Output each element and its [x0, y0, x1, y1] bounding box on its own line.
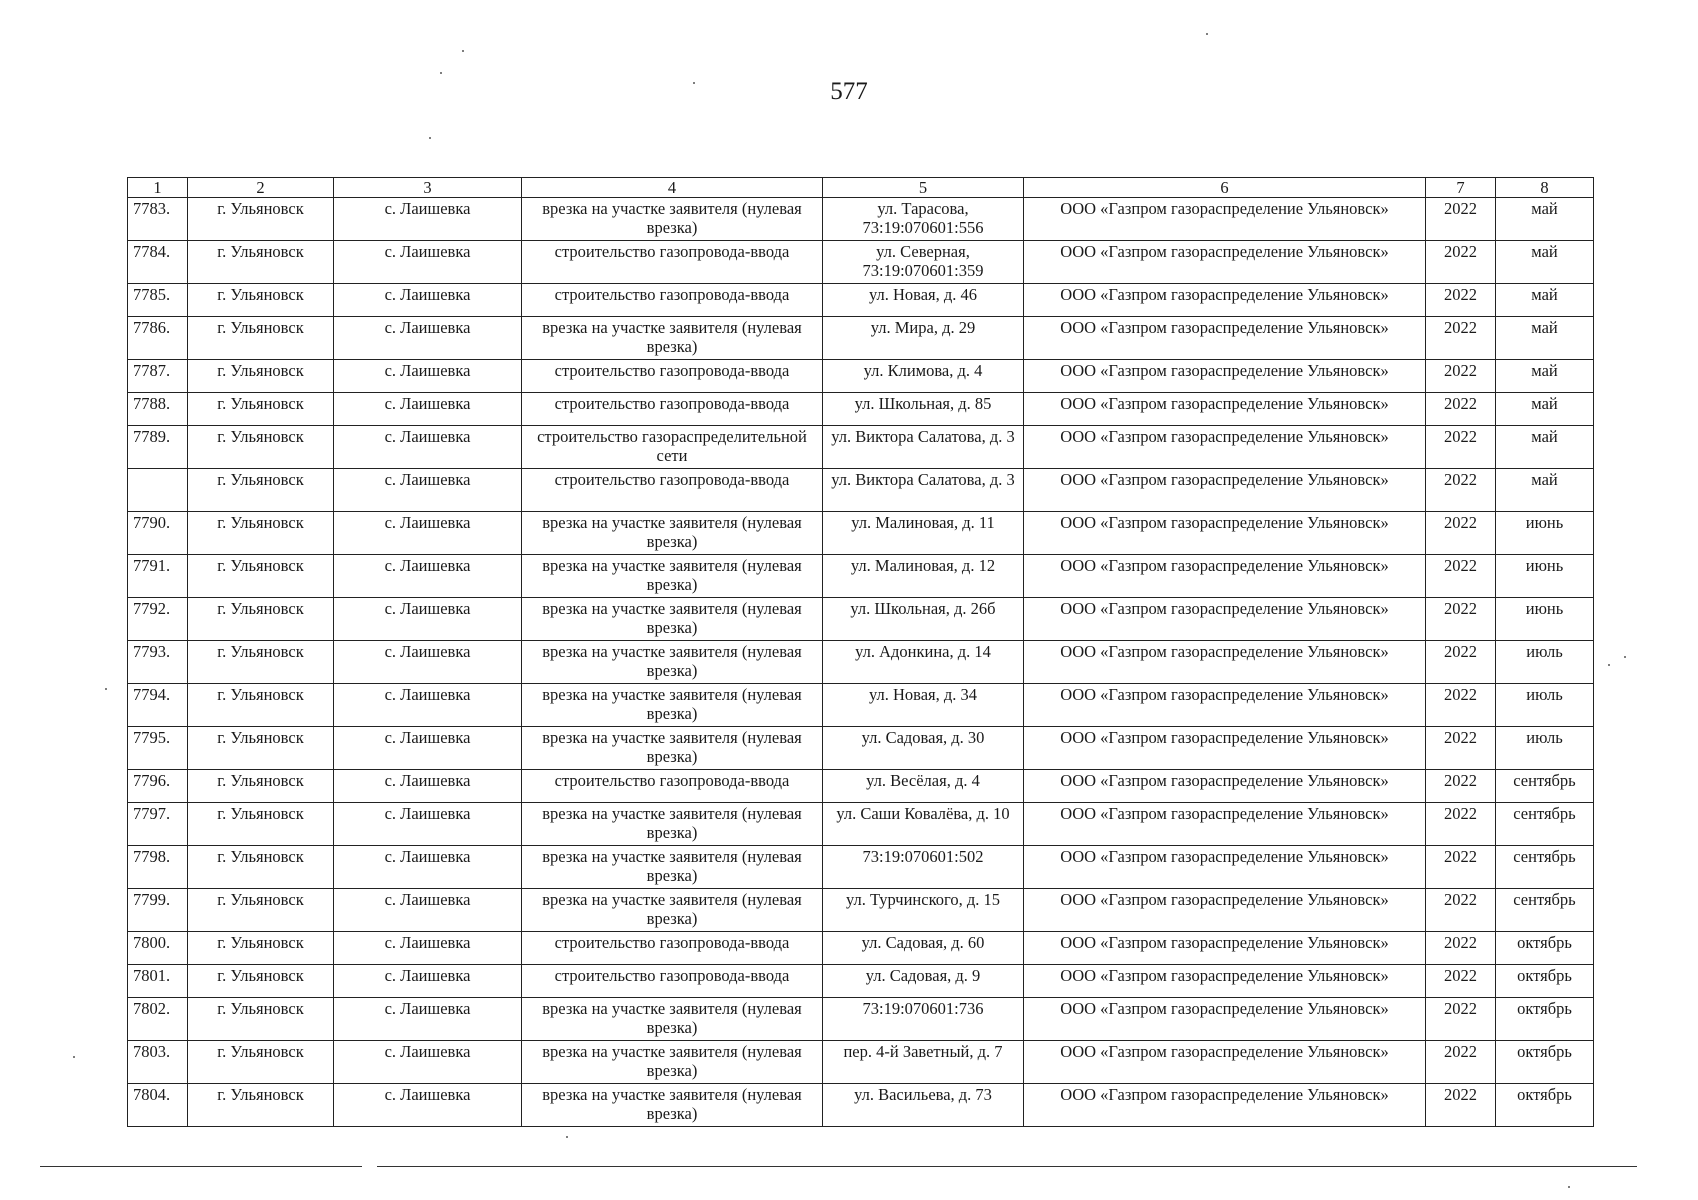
header-col-1: 1 [128, 178, 188, 198]
row-number: 7788. [128, 393, 188, 426]
work-type-cell: строительство газопровода-ввода [522, 932, 823, 965]
address-cell: ул. Климова, д. 4 [823, 360, 1024, 393]
address-cell: ул. Садовая, д. 30 [823, 727, 1024, 770]
row-number: 7784. [128, 241, 188, 284]
work-type-cell: строительство газопровода-ввода [522, 360, 823, 393]
village-cell: с. Лаишевка [334, 998, 522, 1041]
year-cell: 2022 [1426, 393, 1496, 426]
month-cell: сентябрь [1496, 803, 1594, 846]
address-cell: ул. Школьная, д. 26б [823, 598, 1024, 641]
city-cell: г. Ульяновск [188, 426, 334, 469]
organization-cell: ООО «Газпром газораспределение Ульяновск» [1024, 727, 1426, 770]
city-cell: г. Ульяновск [188, 512, 334, 555]
city-cell: г. Ульяновск [188, 284, 334, 317]
work-type-cell: строительство газораспределительной сети [522, 426, 823, 469]
city-cell: г. Ульяновск [188, 1041, 334, 1084]
month-cell: июль [1496, 727, 1594, 770]
city-cell: г. Ульяновск [188, 846, 334, 889]
village-cell: с. Лаишевка [334, 598, 522, 641]
village-cell: с. Лаишевка [334, 555, 522, 598]
row-number: 7795. [128, 727, 188, 770]
year-cell: 2022 [1426, 803, 1496, 846]
address-cell: ул. Весёлая, д. 4 [823, 770, 1024, 803]
month-cell: октябрь [1496, 965, 1594, 998]
scan-speck [1206, 33, 1208, 35]
scan-speck [440, 72, 442, 74]
table-row [128, 241, 1594, 284]
row-number: 7783. [128, 198, 188, 241]
organization-cell: ООО «Газпром газораспределение Ульяновск» [1024, 241, 1426, 284]
year-cell: 2022 [1426, 284, 1496, 317]
header-col-4: 4 [522, 178, 823, 198]
row-number: 7797. [128, 803, 188, 846]
village-cell: с. Лаишевка [334, 198, 522, 241]
city-cell: г. Ульяновск [188, 555, 334, 598]
address-cell: 73:19:070601:502 [823, 846, 1024, 889]
month-cell: сентябрь [1496, 846, 1594, 889]
work-type-cell: врезка на участке заявителя (нулевая врезка) [522, 641, 823, 684]
city-cell: г. Ульяновск [188, 932, 334, 965]
work-type-cell: врезка на участке заявителя (нулевая врезка) [522, 198, 823, 241]
table-row [128, 641, 1594, 684]
gasification-table [127, 177, 1594, 1127]
month-cell: июль [1496, 641, 1594, 684]
month-cell: май [1496, 284, 1594, 317]
scan-speck [1624, 656, 1626, 658]
work-type-cell: строительство газопровода-ввода [522, 393, 823, 426]
header-row [128, 178, 1594, 198]
row-number: 7785. [128, 284, 188, 317]
organization-cell: ООО «Газпром газораспределение Ульяновск» [1024, 598, 1426, 641]
row-number: 7796. [128, 770, 188, 803]
year-cell: 2022 [1426, 241, 1496, 284]
month-cell: май [1496, 426, 1594, 469]
footer-rule-left [40, 1166, 362, 1167]
work-type-cell: строительство газопровода-ввода [522, 965, 823, 998]
row-number: 7804. [128, 1084, 188, 1127]
organization-cell: ООО «Газпром газораспределение Ульяновск» [1024, 426, 1426, 469]
organization-cell: ООО «Газпром газораспределение Ульяновск» [1024, 998, 1426, 1041]
village-cell: с. Лаишевка [334, 770, 522, 803]
table-row [128, 317, 1594, 360]
address-cell: ул. Новая, д. 34 [823, 684, 1024, 727]
work-type-cell: врезка на участке заявителя (нулевая врезка) [522, 598, 823, 641]
village-cell: с. Лаишевка [334, 360, 522, 393]
work-type-cell: строительство газопровода-ввода [522, 284, 823, 317]
row-number: 7799. [128, 889, 188, 932]
organization-cell: ООО «Газпром газораспределение Ульяновск» [1024, 846, 1426, 889]
work-type-cell: врезка на участке заявителя (нулевая врезка) [522, 512, 823, 555]
year-cell: 2022 [1426, 512, 1496, 555]
work-type-cell: врезка на участке заявителя (нулевая врезка) [522, 684, 823, 727]
year-cell: 2022 [1426, 846, 1496, 889]
city-cell: г. Ульяновск [188, 360, 334, 393]
village-cell: с. Лаишевка [334, 1084, 522, 1127]
village-cell: с. Лаишевка [334, 932, 522, 965]
scan-speck [105, 688, 107, 690]
month-cell: июнь [1496, 555, 1594, 598]
city-cell: г. Ульяновск [188, 803, 334, 846]
row-number: 7791. [128, 555, 188, 598]
village-cell: с. Лаишевка [334, 965, 522, 998]
city-cell: г. Ульяновск [188, 317, 334, 360]
address-cell: ул. Малиновая, д. 12 [823, 555, 1024, 598]
address-cell: ул. Мира, д. 29 [823, 317, 1024, 360]
organization-cell: ООО «Газпром газораспределение Ульяновск» [1024, 1041, 1426, 1084]
year-cell: 2022 [1426, 360, 1496, 393]
table-row [128, 965, 1594, 998]
work-type-cell: врезка на участке заявителя (нулевая врезка) [522, 889, 823, 932]
year-cell: 2022 [1426, 770, 1496, 803]
work-type-cell: врезка на участке заявителя (нулевая врезка) [522, 998, 823, 1041]
organization-cell: ООО «Газпром газораспределение Ульяновск» [1024, 641, 1426, 684]
year-cell: 2022 [1426, 469, 1496, 512]
scan-speck [429, 137, 431, 139]
year-cell: 2022 [1426, 727, 1496, 770]
table-row [128, 393, 1594, 426]
address-cell: ул. Тарасова, 73:19:070601:556 [823, 198, 1024, 241]
table-row [128, 770, 1594, 803]
city-cell: г. Ульяновск [188, 393, 334, 426]
year-cell: 2022 [1426, 965, 1496, 998]
year-cell: 2022 [1426, 998, 1496, 1041]
year-cell: 2022 [1426, 932, 1496, 965]
village-cell: с. Лаишевка [334, 1041, 522, 1084]
table-row [128, 360, 1594, 393]
village-cell: с. Лаишевка [334, 889, 522, 932]
address-cell: пер. 4-й Заветный, д. 7 [823, 1041, 1024, 1084]
scan-speck [693, 82, 695, 84]
row-number: 7789. [128, 426, 188, 469]
row-number: 7803. [128, 1041, 188, 1084]
year-cell: 2022 [1426, 317, 1496, 360]
table-row [128, 684, 1594, 727]
address-cell: ул. Виктора Салатова, д. 3 [823, 469, 1024, 512]
month-cell: июнь [1496, 512, 1594, 555]
header-col-6: 6 [1024, 178, 1426, 198]
month-cell: октябрь [1496, 1084, 1594, 1127]
address-cell: ул. Саши Ковалёва, д. 10 [823, 803, 1024, 846]
work-type-cell: врезка на участке заявителя (нулевая врезка) [522, 555, 823, 598]
row-number: 7798. [128, 846, 188, 889]
table-row [128, 469, 1594, 512]
month-cell: май [1496, 241, 1594, 284]
table-row [128, 932, 1594, 965]
table-row [128, 1041, 1594, 1084]
work-type-cell: врезка на участке заявителя (нулевая врезка) [522, 846, 823, 889]
year-cell: 2022 [1426, 598, 1496, 641]
address-cell: ул. Малиновая, д. 11 [823, 512, 1024, 555]
scan-speck [462, 50, 464, 52]
address-cell: ул. Школьная, д. 85 [823, 393, 1024, 426]
city-cell: г. Ульяновск [188, 469, 334, 512]
table-row [128, 998, 1594, 1041]
work-type-cell: строительство газопровода-ввода [522, 770, 823, 803]
city-cell: г. Ульяновск [188, 770, 334, 803]
table-body [128, 198, 1594, 1127]
month-cell: май [1496, 469, 1594, 512]
table-row [128, 598, 1594, 641]
village-cell: с. Лаишевка [334, 727, 522, 770]
table-row [128, 512, 1594, 555]
organization-cell: ООО «Газпром газораспределение Ульяновск» [1024, 803, 1426, 846]
work-type-cell: строительство газопровода-ввода [522, 241, 823, 284]
month-cell: май [1496, 317, 1594, 360]
month-cell: октябрь [1496, 1041, 1594, 1084]
header-col-2: 2 [188, 178, 334, 198]
city-cell: г. Ульяновск [188, 598, 334, 641]
work-type-cell: врезка на участке заявителя (нулевая врезка) [522, 1041, 823, 1084]
month-cell: октябрь [1496, 932, 1594, 965]
month-cell: май [1496, 198, 1594, 241]
address-cell: ул. Васильева, д. 73 [823, 1084, 1024, 1127]
month-cell: сентябрь [1496, 889, 1594, 932]
year-cell: 2022 [1426, 1041, 1496, 1084]
organization-cell: ООО «Газпром газораспределение Ульяновск» [1024, 684, 1426, 727]
table-row [128, 803, 1594, 846]
work-type-cell: строительство газопровода-ввода [522, 469, 823, 512]
village-cell: с. Лаишевка [334, 684, 522, 727]
city-cell: г. Ульяновск [188, 641, 334, 684]
header-col-3: 3 [334, 178, 522, 198]
address-cell: ул. Садовая, д. 60 [823, 932, 1024, 965]
address-cell: ул. Северная, 73:19:070601:359 [823, 241, 1024, 284]
village-cell: с. Лаишевка [334, 284, 522, 317]
year-cell: 2022 [1426, 889, 1496, 932]
document-table-container [127, 177, 1593, 1127]
month-cell: июль [1496, 684, 1594, 727]
table-row [128, 284, 1594, 317]
row-number: 7802. [128, 998, 188, 1041]
address-cell: ул. Садовая, д. 9 [823, 965, 1024, 998]
scan-speck [566, 1136, 568, 1138]
organization-cell: ООО «Газпром газораспределение Ульяновск» [1024, 1084, 1426, 1127]
city-cell: г. Ульяновск [188, 727, 334, 770]
header-col-7: 7 [1426, 178, 1496, 198]
organization-cell: ООО «Газпром газораспределение Ульяновск» [1024, 770, 1426, 803]
organization-cell: ООО «Газпром газораспределение Ульяновск» [1024, 512, 1426, 555]
header-col-8: 8 [1496, 178, 1594, 198]
row-number: 7790. [128, 512, 188, 555]
scan-speck [1608, 664, 1610, 666]
year-cell: 2022 [1426, 641, 1496, 684]
village-cell: с. Лаишевка [334, 469, 522, 512]
year-cell: 2022 [1426, 684, 1496, 727]
month-cell: сентябрь [1496, 770, 1594, 803]
village-cell: с. Лаишевка [334, 426, 522, 469]
header-col-5: 5 [823, 178, 1024, 198]
table-row [128, 846, 1594, 889]
table-row [128, 198, 1594, 241]
village-cell: с. Лаишевка [334, 317, 522, 360]
year-cell: 2022 [1426, 1084, 1496, 1127]
organization-cell: ООО «Газпром газораспределение Ульяновск» [1024, 889, 1426, 932]
row-number: 7787. [128, 360, 188, 393]
city-cell: г. Ульяновск [188, 241, 334, 284]
month-cell: май [1496, 360, 1594, 393]
month-cell: май [1496, 393, 1594, 426]
table-row [128, 889, 1594, 932]
work-type-cell: врезка на участке заявителя (нулевая врезка) [522, 1084, 823, 1127]
year-cell: 2022 [1426, 555, 1496, 598]
city-cell: г. Ульяновск [188, 889, 334, 932]
organization-cell: ООО «Газпром газораспределение Ульяновск» [1024, 555, 1426, 598]
footer-rule-right [377, 1166, 1637, 1167]
organization-cell: ООО «Газпром газораспределение Ульяновск» [1024, 317, 1426, 360]
city-cell: г. Ульяновск [188, 684, 334, 727]
city-cell: г. Ульяновск [188, 965, 334, 998]
address-cell: ул. Новая, д. 46 [823, 284, 1024, 317]
scan-speck [1568, 1186, 1570, 1188]
organization-cell: ООО «Газпром газораспределение Ульяновск» [1024, 198, 1426, 241]
village-cell: с. Лаишевка [334, 512, 522, 555]
scan-speck [73, 1056, 75, 1058]
address-cell: 73:19:070601:736 [823, 998, 1024, 1041]
organization-cell: ООО «Газпром газораспределение Ульяновск» [1024, 393, 1426, 426]
organization-cell: ООО «Газпром газораспределение Ульяновск» [1024, 965, 1426, 998]
year-cell: 2022 [1426, 198, 1496, 241]
organization-cell: ООО «Газпром газораспределение Ульяновск» [1024, 932, 1426, 965]
month-cell: июнь [1496, 598, 1594, 641]
month-cell: октябрь [1496, 998, 1594, 1041]
village-cell: с. Лаишевка [334, 393, 522, 426]
table-row [128, 727, 1594, 770]
row-number: 7786. [128, 317, 188, 360]
city-cell: г. Ульяновск [188, 998, 334, 1041]
page-number: 577 [830, 78, 868, 105]
table-row [128, 426, 1594, 469]
row-number: 7794. [128, 684, 188, 727]
table-row [128, 555, 1594, 598]
table-row [128, 1084, 1594, 1127]
row-number: 7793. [128, 641, 188, 684]
village-cell: с. Лаишевка [334, 846, 522, 889]
village-cell: с. Лаишевка [334, 241, 522, 284]
address-cell: ул. Турчинского, д. 15 [823, 889, 1024, 932]
village-cell: с. Лаишевка [334, 803, 522, 846]
organization-cell: ООО «Газпром газораспределение Ульяновск» [1024, 284, 1426, 317]
work-type-cell: врезка на участке заявителя (нулевая врезка) [522, 803, 823, 846]
city-cell: г. Ульяновск [188, 1084, 334, 1127]
organization-cell: ООО «Газпром газораспределение Ульяновск» [1024, 469, 1426, 512]
row-number: 7792. [128, 598, 188, 641]
row-number: 7800. [128, 932, 188, 965]
work-type-cell: врезка на участке заявителя (нулевая врезка) [522, 727, 823, 770]
village-cell: с. Лаишевка [334, 641, 522, 684]
year-cell: 2022 [1426, 426, 1496, 469]
address-cell: ул. Адонкина, д. 14 [823, 641, 1024, 684]
work-type-cell: врезка на участке заявителя (нулевая врезка) [522, 317, 823, 360]
address-cell: ул. Виктора Салатова, д. 3 [823, 426, 1024, 469]
organization-cell: ООО «Газпром газораспределение Ульяновск» [1024, 360, 1426, 393]
row-number [128, 469, 188, 512]
row-number: 7801. [128, 965, 188, 998]
city-cell: г. Ульяновск [188, 198, 334, 241]
